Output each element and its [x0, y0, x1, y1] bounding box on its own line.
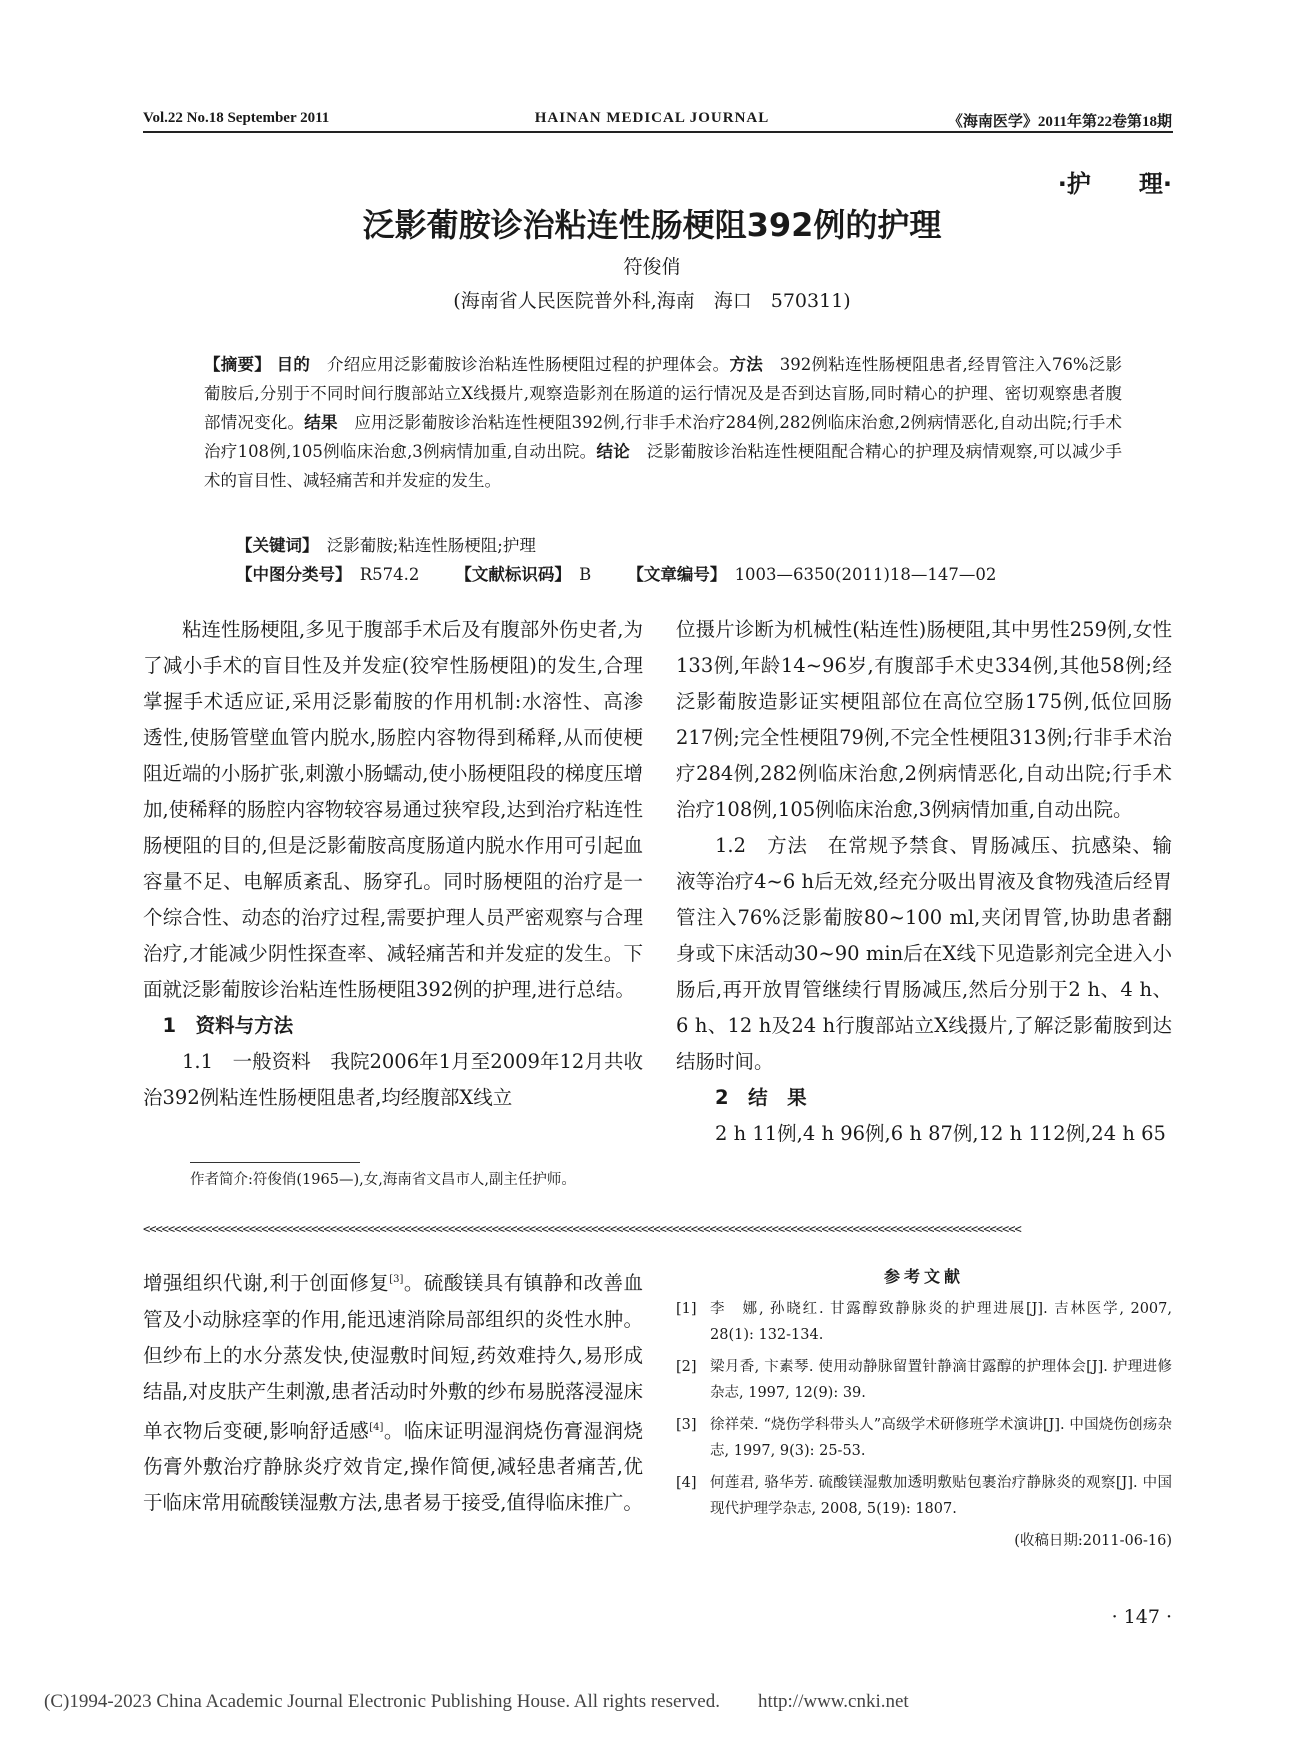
method-text: 392例粘连性肠梗阻患者,经胃管注入76%泛影葡胺后,分别于不同时间行腹部站立X线摄片,观察造影剂在肠道的运行情况及是否到达盲肠,同时精心的护理、密切观察患者腹部情况变化。	[204, 355, 1123, 432]
previous-article-continuation	[143, 1262, 643, 1521]
journal-issue-header: 《海南医学》2011年第22卷第18期	[947, 114, 1172, 130]
reference-text: 李 娜, 孙晓红. 甘露醇致静脉炎的护理进展[J]. 吉林医学, 2007, 28(1): 132-134.	[710, 1301, 1172, 1343]
clc-label: 【中图分类号】	[236, 565, 344, 584]
section-1-1-paragraph: 1.1 一般资料 我院2006年1月至2009年12月共收治392例粘连性肠梗阻患者,均经腹部X线立	[143, 1050, 643, 1109]
intro-paragraph: 粘连性肠梗阻,多见于腹部手术后及有腹部外伤史者,为了减小手术的盲目性及并发症(狡窄性肠梗阻)的发生,合理掌握手术适应证,采用泛影葡胺的作用机制:水溶性、高渗透性,使肠管壁血管内脱水,肠腔内容物得到稀释,从而使梗阻近端的小肠扩张,刺激小肠蠕动,使小肠梗阻段的梯度压增加,使稀释的肠腔内容物较容易通过狭窄段,达到治疗粘连性肠梗阻的目的,但是泛影葡胺高度肠道内脱水作用可引起血容量不足、电解质紊乱、肠穿孔。同时肠梗阻的治疗是一个综合性、动态的治疗过程,需要护理人员严密观察与合理治疗,才能减少阴性探查率、减轻痛苦和并发症的发生。下面就泛影葡胺诊治粘连性肠梗阻392例的护理,进行总结。	[143, 618, 643, 1001]
conclusion-text: 泛影葡胺诊治粘连性梗阻配合精心的护理及病情观察,可以减少手术的盲目性、减轻痛苦和并发症的发生。	[204, 442, 1123, 490]
keywords	[236, 531, 536, 560]
references-title: 参考文献	[883, 1267, 964, 1286]
left-column	[143, 612, 643, 1116]
section-tag: ·护 理·	[1057, 170, 1172, 198]
purpose-text: 介绍应用泛影葡胺诊治粘连性肠梗阻过程的护理体会。	[326, 355, 730, 374]
result-label: 结果	[304, 413, 338, 432]
conclusion-label: 结论	[596, 442, 631, 461]
result-text: 应用泛影葡胺诊治粘连性梗阻392例,行非手术治疗284例,282例临床治愈,2例病情恶化,自动出院;行手术治疗108例,105例临床治愈,3例病情加重,自动出院。	[204, 413, 1123, 461]
reference-item	[676, 1412, 1172, 1464]
reference-item	[676, 1296, 1172, 1348]
article-number-value: 1003—6350(2011)18—147—02	[734, 565, 997, 584]
reference-number: [3]	[676, 1417, 697, 1433]
section-1-1-continued: 位摄片诊断为机械性(粘连性)肠梗阻,其中男性259例,女性133例,年龄14~96岁,有腹部手术史334例,其他58例;经泛影葡胺造影证实梗阻部位在高位空肠175例,低位回肠217例;完全性梗阻79例,不完全性梗阻313例;行非手术治疗284例,282例临床治愈,2例病情恶化,自动出院;行手术治疗108例,105例临床治愈,3例病情加重,自动出院。	[676, 618, 1172, 821]
purpose-label: 目的	[276, 355, 311, 374]
method-label: 方法	[729, 355, 763, 374]
section-2-heading: 2 结 果	[715, 1086, 807, 1109]
author-affiliation: (海南省人民医院普外科,海南 海口 570311)	[453, 290, 851, 312]
reference-number: [4]	[676, 1475, 697, 1491]
page-number: · 147 ·	[1111, 1606, 1172, 1628]
continuation-part-3: 。临床证明湿润烧伤膏湿润烧伤膏外敷治疗静脉炎疗效肯定,操作简便,减轻患者痛苦,优于临床常用硫酸镁湿敷方法,患者易于接受,值得临床推广。	[143, 1419, 643, 1514]
right-column	[676, 612, 1172, 1152]
footnote-rule	[190, 1162, 360, 1163]
citation-4: [4]	[369, 1421, 384, 1433]
header-rule	[143, 131, 1173, 133]
doc-code-label: 【文献标识码】	[455, 565, 563, 584]
reference-text: 何莲君, 骆华芳. 硫酸镁湿敷加透明敷贴包裹治疗静脉炎的观察[J]. 中国现代护理学杂志, 2008, 5(19): 1807.	[710, 1475, 1172, 1517]
copyright-notice: (C)1994-2023 China Academic Journal Electronic Publishing House. All rights reserved. http://www.cnki.net	[44, 1691, 909, 1712]
author-footnote: 作者简介:符俊俏(1965—),女,海南省文昌市人,副主任护师。	[190, 1172, 576, 1188]
keywords-value: 泛影葡胺;粘连性肠梗阻;护理	[326, 536, 536, 555]
journal-name-header: HAINAN MEDICAL JOURNAL	[534, 110, 770, 126]
continuation-paragraph	[143, 1262, 643, 1521]
section-1-heading: 1 资料与方法	[162, 1014, 294, 1037]
reference-number: [2]	[676, 1359, 697, 1375]
section-2-text: 2 h 11例,4 h 96例,6 h 87例,12 h 112例,24 h 65	[715, 1122, 1166, 1145]
references	[676, 1264, 1172, 1554]
continuation-part-1: 增强组织代谢,利于创面修复	[143, 1271, 390, 1295]
classification-line	[236, 560, 996, 589]
continuation-part-2: 。硫酸镁具有镇静和改善血管及小动脉痉挛的作用,能迅速消除局部组织的炎性水肿。但纱布上的水分蒸发快,使湿敷时间短,药效难持久,易形成结晶,对皮肤产生刺激,患者活动时外敷的纱布易脱落浸湿床单衣物后变硬,影响舒适感	[143, 1271, 643, 1442]
abstract-label: 【摘要】	[204, 355, 272, 374]
reference-item	[676, 1354, 1172, 1406]
article-author: 符俊俏	[623, 256, 681, 278]
received-date: (收稿日期:2011-06-16)	[1014, 1533, 1172, 1549]
article-separator: <<<<<<<<<<<<<<<<<<<<<<<<<<<<<<<<<<<<<<<<<<<<<<<<<<<<<<<<<<<<<<<<<<<<<<<<<<<<<<<<<<<<<<<<<<<<<<<<<<<<<<<<<<<<<<<<<<<<<<<<<<<<<<<<<<<<<<<<<<<<<	[143, 1222, 1021, 1236]
abstract	[204, 350, 1122, 495]
doc-code-value: B	[579, 565, 592, 584]
reference-text: 徐祥荣. “烧伤学科带头人”高级学术研修班学术演讲[J]. 中国烧伤创疡杂志, 1997, 9(3): 25-53.	[710, 1417, 1172, 1459]
citation-3: [3]	[389, 1274, 404, 1285]
reference-item	[676, 1470, 1172, 1522]
clc-value: R574.2	[359, 565, 420, 584]
journal-volume-header: Vol.22 No.18 September 2011	[143, 110, 330, 126]
keywords-label: 【关键词】	[236, 536, 311, 555]
article-title: 泛影葡胺诊治粘连性肠梗阻392例的护理	[362, 206, 942, 244]
section-1-2-paragraph: 1.2 方法 在常规予禁食、胃肠减压、抗感染、输液等治疗4~6 h后无效,经充分吸出胃液及食物残渣后经胃管注入76%泛影葡胺80~100 ml,夹闭胃管,协助患者翻身或下床活动30~90 min后在X线下见造影剂完全进入小肠后,再开放胃管继续行胃肠减压,然后分别于2 h、4 h、6 h、12 h及24 h行腹部站立X线摄片,了解泛影葡胺到达结肠时间。	[676, 834, 1172, 1073]
reference-text: 梁月香, 卞素琴. 使用动静脉留置针静滴甘露醇的护理体会[J]. 护理进修杂志, 1997, 12(9): 39.	[710, 1359, 1172, 1401]
article-number-label: 【文章编号】	[627, 565, 719, 584]
reference-number: [1]	[676, 1301, 697, 1317]
